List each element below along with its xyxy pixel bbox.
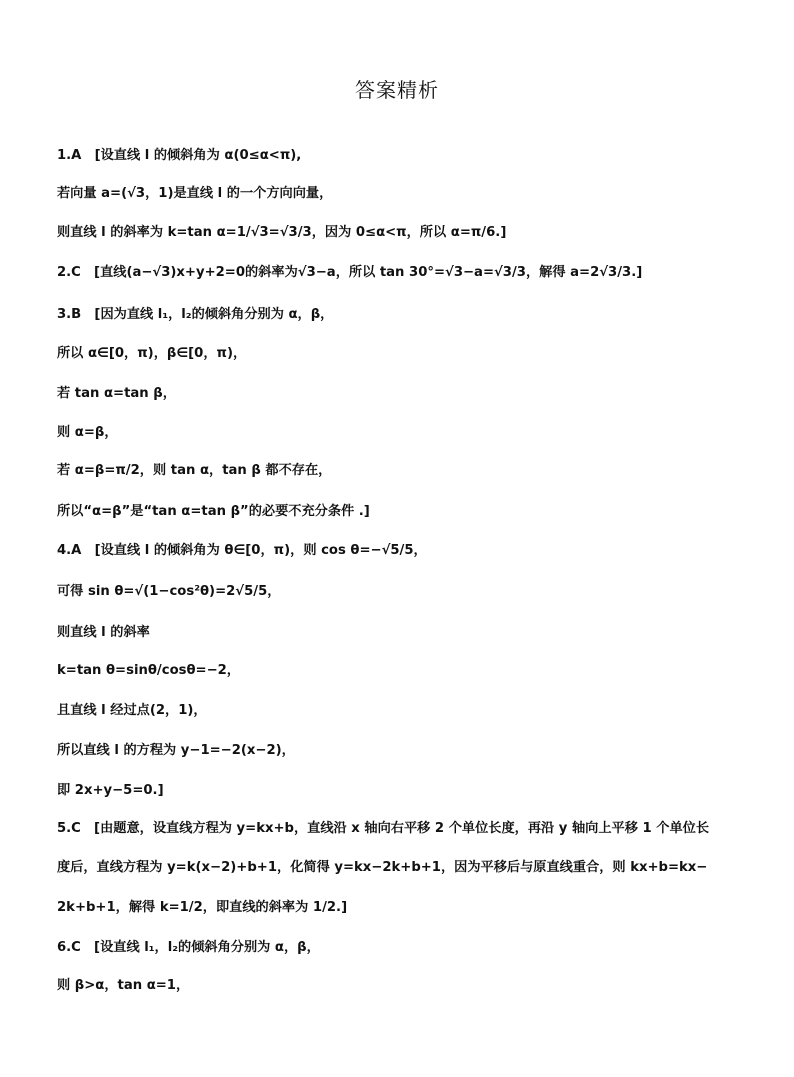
answer-line: 度后，直线方程为 y=k(x−2)+b+1，化简得 y=kx−2k+b+1，因为平移后与原直线重合，则 kx+b=kx− [57, 860, 708, 875]
answer-line: k=tan θ=sinθ/cosθ=−2， [57, 663, 240, 678]
answer-line: 若向量 a=(√3，1)是直线 l 的一个方向向量， [57, 186, 333, 201]
answer-line: 则直线 l 的斜率 [57, 625, 150, 640]
answer-line: 2k+b+1，解得 k=1/2，即直线的斜率为 1/2.] [57, 900, 348, 915]
answer-line: 若 tan α=tan β， [57, 386, 176, 401]
answer-line: 可得 sin θ=√(1−cos²θ)=2√5/5， [57, 584, 281, 599]
answer-line: 所以直线 l 的方程为 y−1=−2(x−2)， [57, 743, 295, 758]
answer-line: 2.C [直线(a−√3)x+y+2=0的斜率为√3−a，所以 tan 30°=√3−a=√3/3，解得 a=2√3/3.] [57, 265, 643, 280]
answer-line: 5.C [由题意，设直线方程为 y=kx+b，直线沿 x 轴向右平移 2 个单位长度，再沿 y 轴向上平移 1 个单位长 [57, 821, 710, 836]
answer-line: 所以“α=β”是“tan α=tan β”的必要不充分条件 .] [57, 504, 370, 519]
answer-line: 所以 α∈[0，π)，β∈[0，π)， [57, 346, 247, 361]
answer-line: 且直线 l 经过点(2，1)， [57, 703, 207, 718]
answer-line: 则直线 l 的斜率为 k=tan α=1/√3=√3/3，因为 0≤α<π，所以 α=π/6.] [57, 225, 507, 240]
answer-line: 3.B [因为直线 l₁，l₂的倾斜角分别为 α，β， [57, 307, 334, 322]
answer-line: 则 α=β， [57, 425, 118, 440]
page-title: 答案精析 [355, 78, 439, 102]
answer-line: 1.A [设直线 l 的倾斜角为 α(0≤α<π), [57, 148, 302, 163]
answer-line: 则 β>α，tan α=1， [57, 978, 190, 993]
answer-line: 若 α=β=π/2，则 tan α，tan β 都不存在， [57, 463, 332, 478]
answer-line: 4.A [设直线 l 的倾斜角为 θ∈[0，π)，则 cos θ=−√5/5， [57, 543, 427, 558]
answer-line: 6.C [设直线 l₁，l₂的倾斜角分别为 α，β， [57, 940, 320, 955]
answer-line: 即 2x+y−5=0.] [57, 783, 164, 798]
